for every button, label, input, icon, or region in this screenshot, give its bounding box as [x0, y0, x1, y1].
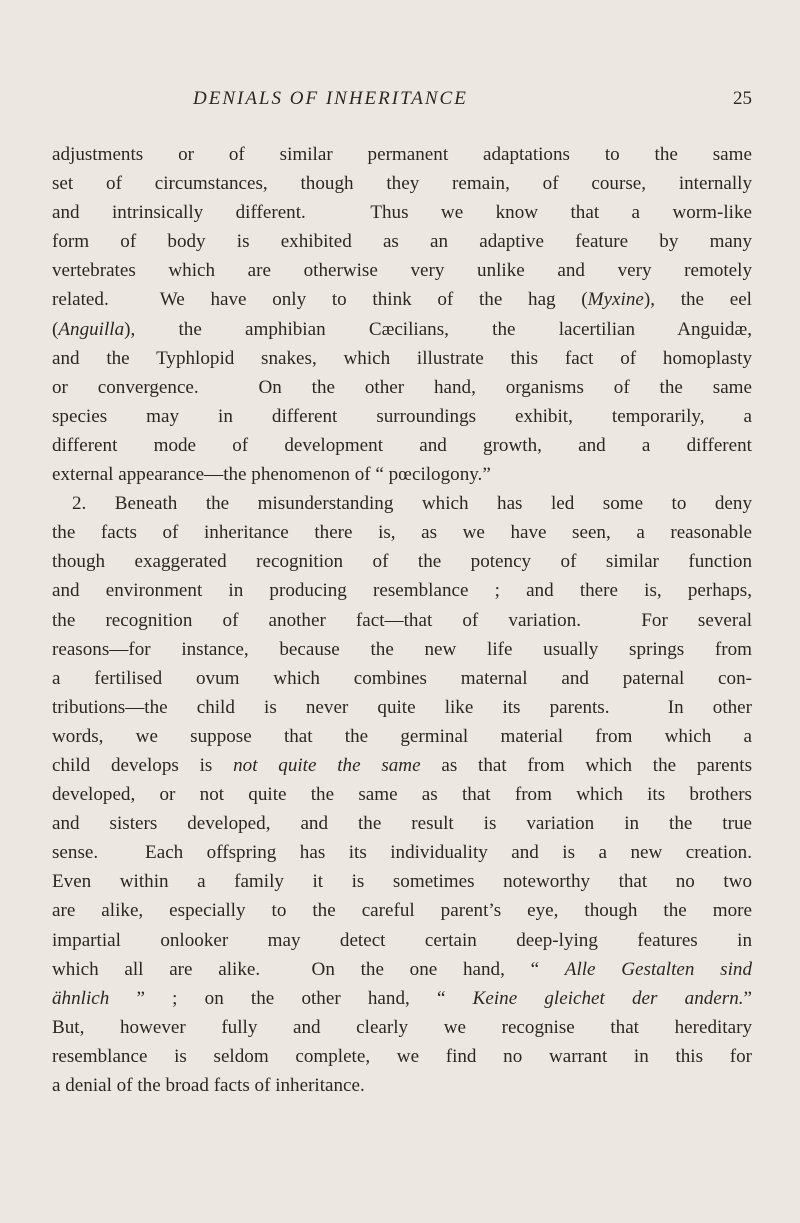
- page-number: 25: [733, 88, 752, 109]
- text-line: [52, 431, 752, 460]
- text-line: [52, 402, 752, 431]
- text-line: [52, 198, 752, 227]
- text-line: [52, 140, 752, 169]
- text-run: ” ; on the other hand, “: [109, 987, 473, 1009]
- text-run: sense. Each offspring has its individuality and is a new creation.: [52, 842, 752, 864]
- text-line: [52, 315, 752, 344]
- text-run: ”: [743, 987, 752, 1009]
- text-run: though exaggerated recognition of the potency of similar function: [52, 551, 752, 573]
- text-run: child develops is: [52, 754, 234, 776]
- text-line: [52, 926, 752, 955]
- text-run: a fertilised ovum which combines maternal and paternal con-: [52, 667, 752, 689]
- text-line: [52, 1042, 752, 1071]
- text-line: [52, 867, 752, 896]
- text-run: words, we suppose that the germinal material from which a: [52, 725, 752, 747]
- text-run: reasons—for instance, because the new life usually springs from: [52, 638, 752, 660]
- text-line: [52, 955, 752, 984]
- text-line: [52, 809, 752, 838]
- text-run: and sisters developed, and the result is variation in the true: [52, 813, 752, 835]
- text-line: [52, 373, 752, 402]
- text-run: developed, or not quite the same as that from which its brothers: [52, 784, 752, 806]
- text-line: [52, 256, 752, 285]
- text-run: resemblance is seldom complete, we find no warrant in this for: [52, 1045, 752, 1067]
- running-title: DENIALS OF INHERITANCE: [193, 88, 468, 109]
- text-run: the facts of inheritance there is, as we have seen, a reasonable: [52, 522, 752, 544]
- text-line: [52, 1013, 752, 1042]
- running-head: [52, 88, 752, 118]
- italic-text: Keine gleichet der andern.: [472, 987, 744, 1009]
- text-line: [52, 285, 752, 314]
- text-run: (: [52, 318, 59, 340]
- text-run: and environment in producing resemblance ; and there is, perhaps,: [52, 580, 752, 602]
- text-run: related. We have only to think of the hag (: [52, 289, 588, 311]
- text-line: [52, 518, 752, 547]
- text-run: and intrinsically different. Thus we know that a worm-like: [52, 202, 752, 224]
- text-run: 2. Beneath the misunderstanding which has led some to deny: [72, 493, 752, 515]
- text-line: [52, 576, 752, 605]
- text-run: or convergence. On the other hand, organisms of the same: [52, 376, 752, 398]
- text-line: [52, 635, 752, 664]
- text-run: the recognition of another fact—that of variation. For several: [52, 609, 752, 631]
- text-run: species may in different surroundings exhibit, temporarily, a: [52, 405, 752, 427]
- text-run: form of body is exhibited as an adaptive feature by many: [52, 231, 752, 253]
- text-line: [52, 547, 752, 576]
- text-line: [52, 344, 752, 373]
- text-run: are alike, especially to the careful parent’s eye, though the more: [52, 900, 752, 922]
- text-line: [52, 169, 752, 198]
- text-run: which all are alike. On the one hand, “: [52, 958, 565, 980]
- text-run: external appearance—the phenomenon of “ pœcilogony.”: [52, 464, 491, 486]
- text-run: ), the eel: [643, 289, 752, 311]
- text-run: as that from which the parents: [420, 754, 752, 776]
- italic-text: Alle Gestalten sind: [564, 958, 752, 980]
- text-run: ), the amphibian Cæcilians, the lacertilian Anguidæ,: [124, 318, 752, 340]
- body-text: [52, 140, 752, 1100]
- text-run: a denial of the broad facts of inheritance.: [52, 1075, 365, 1096]
- italic-text: not quite the same: [233, 754, 421, 776]
- text-line: [52, 489, 752, 518]
- text-run: different mode of development and growth, and a different: [52, 434, 752, 456]
- text-line: [52, 896, 752, 925]
- text-run: But, however fully and clearly we recognise that hereditary: [52, 1016, 752, 1038]
- text-line: [52, 693, 752, 722]
- italic-text: Anguilla: [58, 318, 125, 340]
- text-line: [52, 1071, 752, 1100]
- text-run: tributions—the child is never quite like its parents. In other: [52, 696, 752, 718]
- text-line: [52, 606, 752, 635]
- text-line: [52, 460, 752, 489]
- text-line: [52, 227, 752, 256]
- text-line: [52, 838, 752, 867]
- italic-text: ähnlich: [52, 987, 110, 1009]
- text-run: set of circumstances, though they remain, of course, internally: [52, 173, 752, 195]
- text-run: impartial onlooker may detect certain deep-lying features in: [52, 929, 752, 951]
- text-line: [52, 751, 752, 780]
- text-line: [52, 984, 752, 1013]
- text-run: vertebrates which are otherwise very unlike and very remotely: [52, 260, 752, 282]
- italic-text: Myxine: [587, 289, 644, 311]
- text-line: [52, 664, 752, 693]
- text-run: adjustments or of similar permanent adaptations to the same: [52, 144, 752, 165]
- text-run: and the Typhlopid snakes, which illustrate this fact of homoplasty: [52, 347, 752, 369]
- text-line: [52, 722, 752, 751]
- text-line: [52, 780, 752, 809]
- text-run: Even within a family it is sometimes noteworthy that no two: [52, 871, 752, 893]
